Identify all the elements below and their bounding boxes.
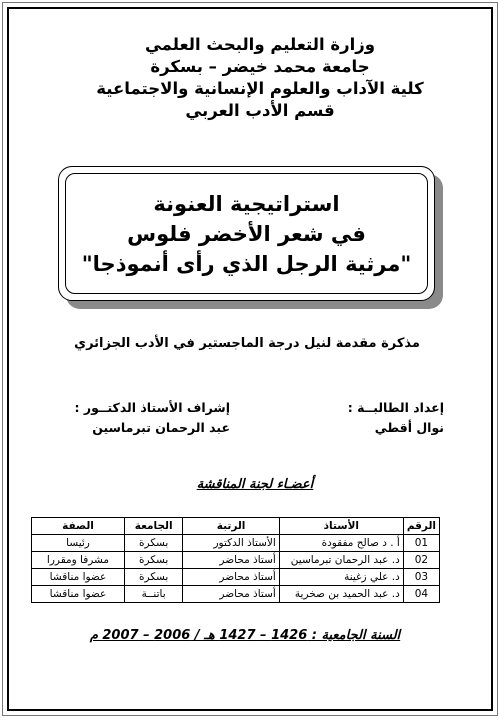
cell-university: بسكرة	[125, 569, 183, 586]
cell-professor: أ . د صالح مفقودة	[279, 535, 403, 552]
university-line: جامعة محمد خيضر – بسكرة	[150, 57, 370, 76]
cell-university: باتنــة	[125, 586, 183, 603]
cell-role: عضوا مناقشا	[32, 586, 125, 603]
header-professor: الأستاذ	[279, 518, 403, 535]
jury-table	[31, 517, 440, 603]
cell-role: رئيسا	[32, 535, 125, 552]
institution-header	[80, 34, 440, 122]
jury-table-header-row	[32, 518, 440, 535]
cell-role: مشرفا ومقررا	[32, 552, 125, 569]
cell-professor: د. عبد الحميد بن صخرية	[279, 586, 403, 603]
cell-professor: د. علي زغينة	[279, 569, 403, 586]
supervisor-block	[75, 398, 230, 438]
cell-rank: الأستاذ الدكتور	[183, 535, 280, 552]
supervisor-name: عبد الرحمان تبرماسين	[92, 420, 230, 435]
title-line-2: في شعر الأخضر فلوس	[127, 221, 366, 246]
cell-number: 02	[403, 552, 439, 569]
table-row	[32, 552, 440, 569]
cell-number: 01	[403, 535, 439, 552]
title-box-inner	[65, 173, 428, 294]
ministry-line: وزارة التعليم والبحث العلمي	[144, 35, 376, 54]
header-number: الرقم	[403, 518, 439, 535]
prepared-by-label: إعداد الطالبــة :	[347, 400, 444, 415]
prepared-by-block	[348, 398, 444, 438]
cell-university: بسكرة	[125, 552, 183, 569]
department-line: قسم الأدب العربي	[185, 101, 335, 120]
title-box	[58, 166, 435, 301]
cell-number: 03	[403, 569, 439, 586]
cell-rank: أستاذ محاضر	[183, 552, 280, 569]
cell-professor: د. عبد الرحمان تبرماسين	[279, 552, 403, 569]
title-line-3: "مرثية الرجل الذي رأى أنموذجا"	[81, 251, 412, 276]
cell-rank: أستاذ محاضر	[183, 586, 280, 603]
header-university: الجامعة	[125, 518, 183, 535]
academic-year: السنة الجامعية : 1426 – 1427 هـ / 2006 – 2007 م	[89, 628, 401, 643]
thesis-subtitle: مذكرة مقدمة لنيل درجة الماجستير في الأدب الجزائري	[74, 336, 420, 351]
header-rank: الرتبة	[183, 518, 280, 535]
table-row	[32, 535, 440, 552]
student-name: نوال أقطي	[374, 420, 444, 435]
cell-number: 04	[403, 586, 439, 603]
cell-role: عضوا مناقشا	[32, 569, 125, 586]
supervisor-label: إشراف الأستاذ الدكتــور :	[74, 400, 230, 415]
faculty-line: كلية الآداب والعلوم الإنسانية والاجتماعية	[96, 79, 424, 98]
table-row	[32, 569, 440, 586]
jury-title: أعضـاء لجنة المناقشة	[196, 477, 314, 492]
cell-university: بسكرة	[125, 535, 183, 552]
table-row	[32, 586, 440, 603]
header-role: الصفة	[32, 518, 125, 535]
title-line-1: استراتيجية العنونة	[153, 191, 340, 216]
cell-rank: أستاذ محاضر	[183, 569, 280, 586]
